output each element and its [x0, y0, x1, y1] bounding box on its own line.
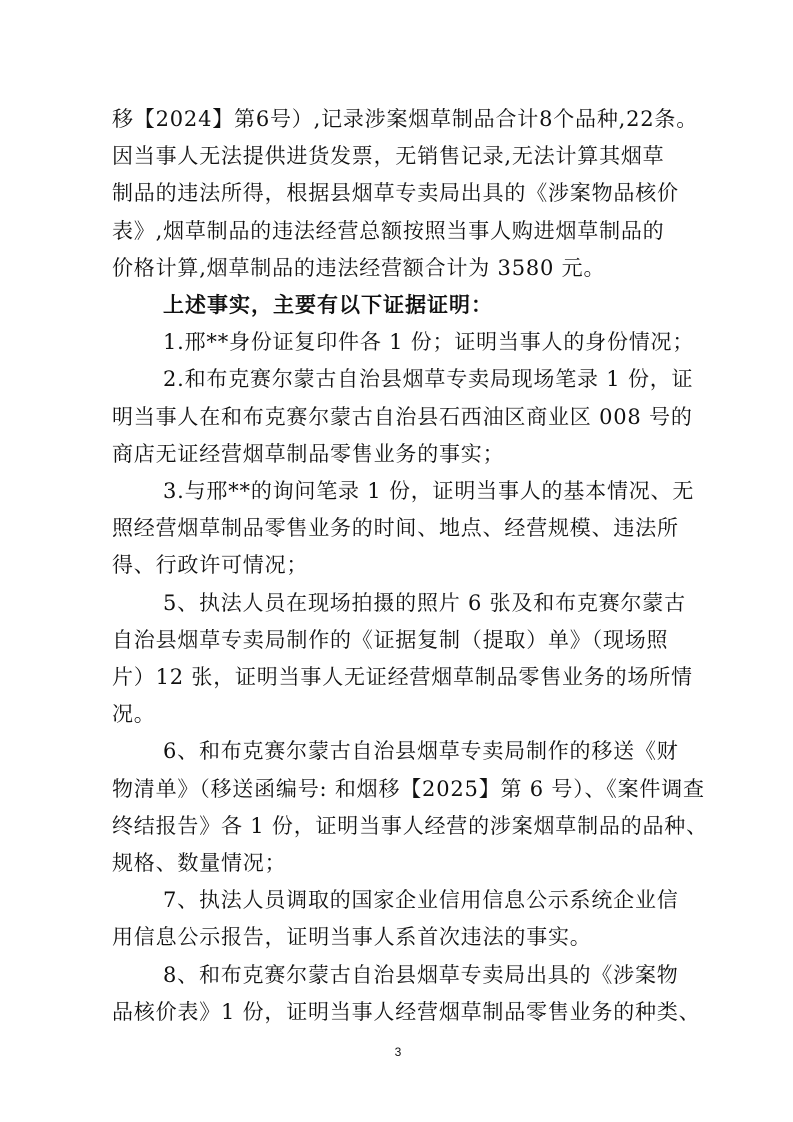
text-line: 价格计算,烟草制品的违法经营额合计为 3580 元。	[112, 256, 606, 280]
text-line: 终结报告》各 1 份，证明当事人经营的涉案烟草制品的品种、	[112, 814, 708, 838]
text-line: 明当事人在和布克赛尔蒙古自治县石西油区商业区 008 号的	[112, 405, 693, 429]
text-line: 8、和布克赛尔蒙古自治县烟草专卖局出具的《涉案物	[163, 963, 679, 987]
text-line: 况。	[112, 702, 156, 726]
text-line: 物清单》（移送函编号: 和烟移【2025】第 6 号）、《案件调查	[112, 777, 705, 801]
text-line: 3.与邢**的询问笔录 1 份，证明当事人的基本情况、无	[163, 479, 695, 503]
text-line: 1.邢**身份证复印件各 1 份；证明当事人的身份情况；	[163, 330, 695, 354]
text-line: 得、行政许可情况；	[112, 553, 309, 577]
text-line: 自治县烟草专卖局制作的《证据复制（提取）单》（现场照	[112, 628, 669, 652]
text-line: 照经营烟草制品零售业务的时间、地点、经营规模、违法所	[112, 516, 679, 540]
page-number: 3	[394, 1045, 402, 1059]
text-line: 2.和布克赛尔蒙古自治县烟草专卖局现场笔录 1 份，证	[163, 367, 694, 391]
text-line: 7、执法人员调取的国家企业信用信息公示系统企业信	[163, 888, 679, 912]
text-line: 6、和布克赛尔蒙古自治县烟草专卖局制作的移送《财	[163, 739, 679, 763]
text-line: 移【2024】第6号）,记录涉案烟草制品合计8个品种,22条。	[112, 107, 699, 131]
text-line: 规格、数量情况；	[112, 851, 287, 875]
text-line: 片）12 张，证明当事人无证经营烟草制品零售业务的场所情	[112, 665, 693, 689]
text-line: 制品的违法所得，根据县烟草专卖局出具的《涉案物品核价	[112, 181, 679, 205]
section-heading: 上述事实，主要有以下证据证明：	[163, 293, 493, 317]
text-line: 表》,烟草制品的违法经营总额按照当事人购进烟草制品的	[112, 219, 665, 243]
text-line: 5、执法人员在现场拍摄的照片 6 张及和布克赛尔蒙古	[163, 591, 686, 615]
text-line: 品核价表》1 份，证明当事人经营烟草制品零售业务的种类、	[112, 1000, 701, 1024]
text-line: 用信息公示报告，证明当事人系首次违法的事实。	[112, 925, 592, 949]
text-line: 因当事人无法提供进货发票，无销售记录,无法计算其烟草	[112, 144, 665, 168]
text-line: 商店无证经营烟草制品零售业务的事实；	[112, 442, 505, 466]
